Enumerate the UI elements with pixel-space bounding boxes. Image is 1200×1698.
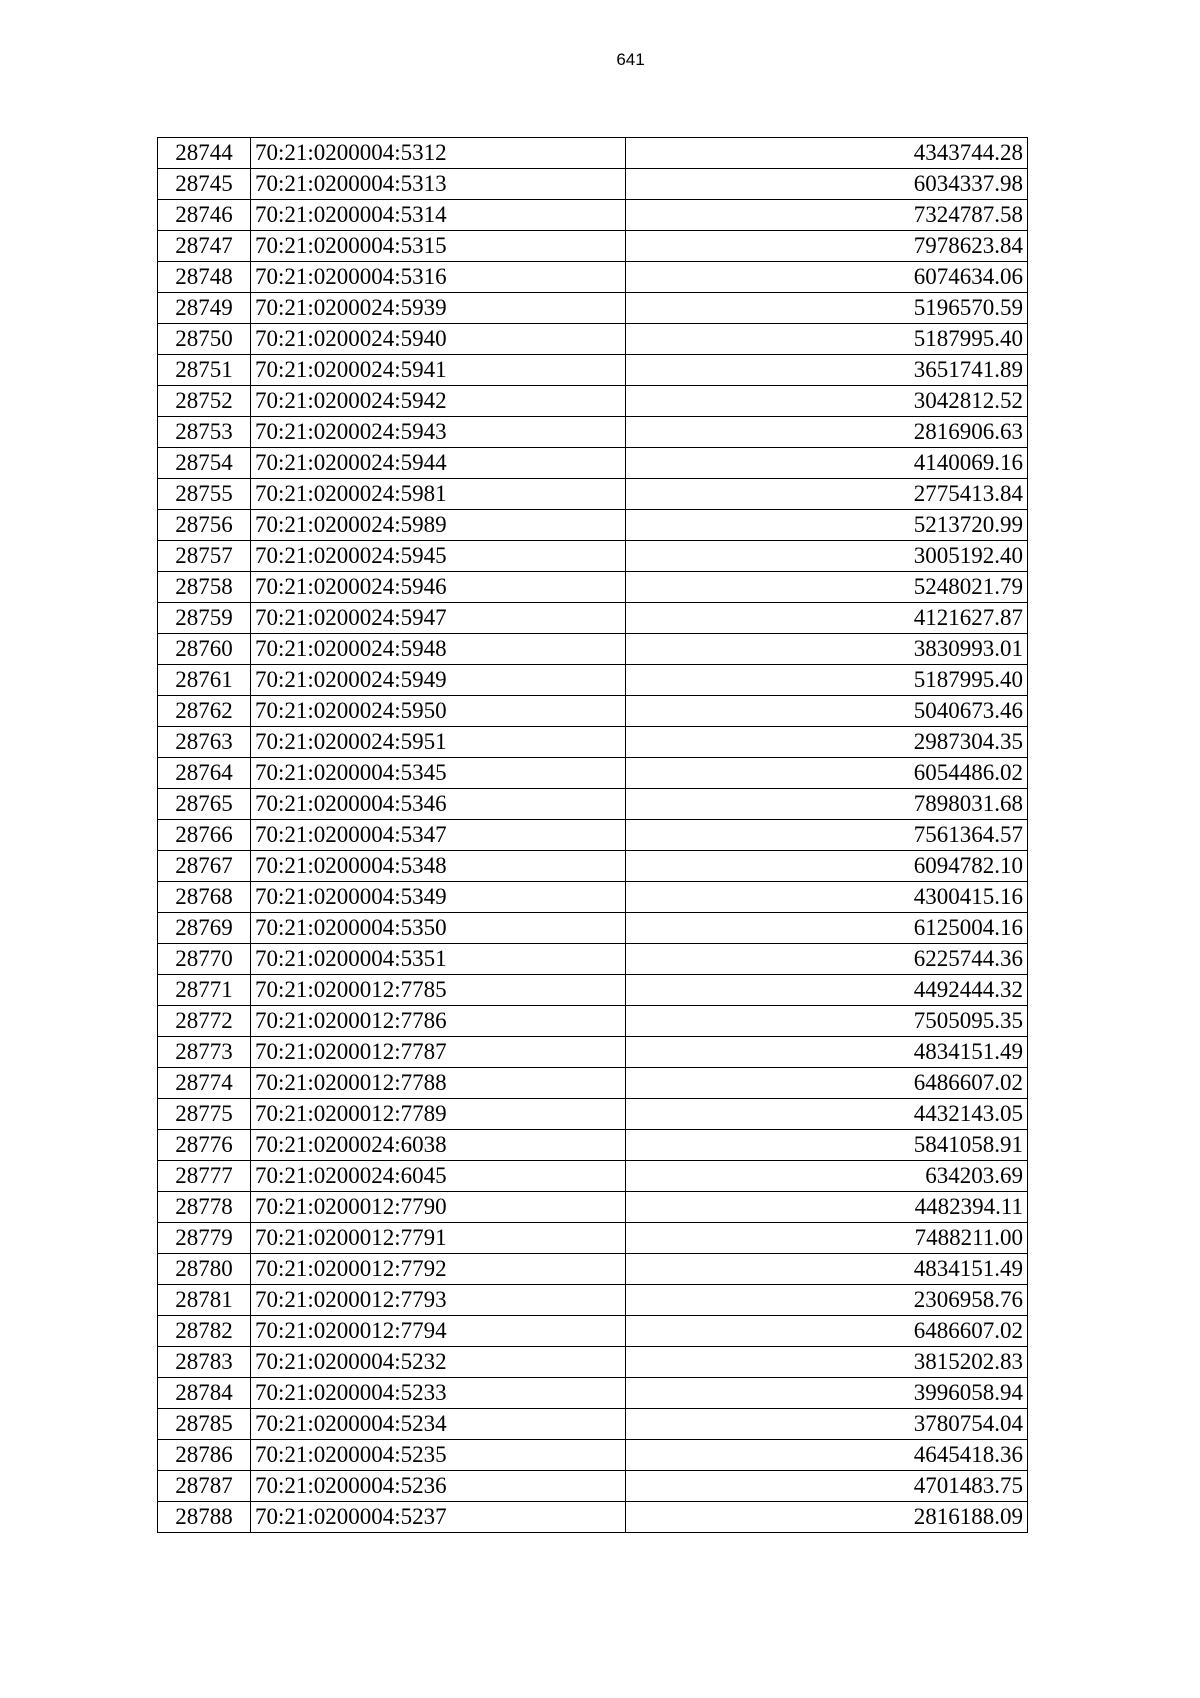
cadastral-number-cell: 70:21:0200024:5941 (251, 355, 626, 386)
cadastral-number-cell: 70:21:0200024:5981 (251, 479, 626, 510)
row-number-cell: 28759 (158, 603, 251, 634)
cadastral-number-cell: 70:21:0200012:7787 (251, 1037, 626, 1068)
row-number-cell: 28782 (158, 1316, 251, 1347)
cadastral-value-cell: 4140069.16 (626, 448, 1028, 479)
cadastral-number-cell: 70:21:0200004:5347 (251, 820, 626, 851)
row-number-cell: 28787 (158, 1471, 251, 1502)
cadastral-number-cell: 70:21:0200024:5940 (251, 324, 626, 355)
cadastral-number-cell: 70:21:0200024:5951 (251, 727, 626, 758)
cadastral-value-cell: 5248021.79 (626, 572, 1028, 603)
table-row (158, 510, 1028, 541)
cadastral-number-cell: 70:21:0200024:5943 (251, 417, 626, 448)
cadastral-value-cell: 6094782.10 (626, 851, 1028, 882)
table-row (158, 1161, 1028, 1192)
row-number-cell: 28747 (158, 231, 251, 262)
table-row (158, 1130, 1028, 1161)
cadastral-value-cell: 7978623.84 (626, 231, 1028, 262)
cadastral-value-cell: 4343744.28 (626, 138, 1028, 169)
cadastral-number-cell: 70:21:0200004:5313 (251, 169, 626, 200)
cadastral-value-cell: 3830993.01 (626, 634, 1028, 665)
cadastral-number-cell: 70:21:0200004:5234 (251, 1409, 626, 1440)
cadastral-value-cell: 7324787.58 (626, 200, 1028, 231)
row-number-cell: 28783 (158, 1347, 251, 1378)
table-row (158, 1223, 1028, 1254)
table-row (158, 1285, 1028, 1316)
table-row (158, 696, 1028, 727)
table-row (158, 1037, 1028, 1068)
cadastral-value-cell: 7488211.00 (626, 1223, 1028, 1254)
cadastral-number-cell: 70:21:0200004:5349 (251, 882, 626, 913)
cadastral-number-cell: 70:21:0200004:5351 (251, 944, 626, 975)
cadastral-number-cell: 70:21:0200012:7791 (251, 1223, 626, 1254)
cadastral-value-cell: 7561364.57 (626, 820, 1028, 851)
row-number-cell: 28781 (158, 1285, 251, 1316)
table-row (158, 417, 1028, 448)
cadastral-value-cell: 5841058.91 (626, 1130, 1028, 1161)
cadastral-number-cell: 70:21:0200024:5948 (251, 634, 626, 665)
cadastral-number-cell: 70:21:0200012:7790 (251, 1192, 626, 1223)
cadastral-number-cell: 70:21:0200024:5942 (251, 386, 626, 417)
row-number-cell: 28756 (158, 510, 251, 541)
table-row (158, 944, 1028, 975)
table-row (158, 975, 1028, 1006)
row-number-cell: 28753 (158, 417, 251, 448)
row-number-cell: 28755 (158, 479, 251, 510)
cadastral-value-cell: 4492444.32 (626, 975, 1028, 1006)
table-row (158, 448, 1028, 479)
cadastral-value-cell: 3042812.52 (626, 386, 1028, 417)
cadastral-value-cell: 5187995.40 (626, 665, 1028, 696)
cadastral-value-cell: 2306958.76 (626, 1285, 1028, 1316)
cadastral-value-cell: 7505095.35 (626, 1006, 1028, 1037)
cadastral-value-cell: 3005192.40 (626, 541, 1028, 572)
row-number-cell: 28776 (158, 1130, 251, 1161)
row-number-cell: 28777 (158, 1161, 251, 1192)
table-row (158, 169, 1028, 200)
cadastral-number-cell: 70:21:0200004:5237 (251, 1502, 626, 1533)
cadastral-value-cell: 4834151.49 (626, 1037, 1028, 1068)
cadastral-number-cell: 70:21:0200024:6045 (251, 1161, 626, 1192)
row-number-cell: 28785 (158, 1409, 251, 1440)
cadastral-number-cell: 70:21:0200012:7786 (251, 1006, 626, 1037)
cadastral-number-cell: 70:21:0200024:5939 (251, 293, 626, 324)
table-row (158, 665, 1028, 696)
table-row (158, 479, 1028, 510)
row-number-cell: 28763 (158, 727, 251, 758)
table-row (158, 603, 1028, 634)
cadastral-value-cell: 7898031.68 (626, 789, 1028, 820)
table-row (158, 231, 1028, 262)
table-row (158, 789, 1028, 820)
row-number-cell: 28760 (158, 634, 251, 665)
row-number-cell: 28784 (158, 1378, 251, 1409)
cadastral-value-cell: 3651741.89 (626, 355, 1028, 386)
row-number-cell: 28772 (158, 1006, 251, 1037)
cadastral-value-cell: 6054486.02 (626, 758, 1028, 789)
cadastral-value-cell: 5196570.59 (626, 293, 1028, 324)
table-row (158, 758, 1028, 789)
cadastral-number-cell: 70:21:0200004:5232 (251, 1347, 626, 1378)
cadastral-number-cell: 70:21:0200004:5236 (251, 1471, 626, 1502)
cadastral-value-cell: 5040673.46 (626, 696, 1028, 727)
row-number-cell: 28745 (158, 169, 251, 200)
table-row (158, 727, 1028, 758)
row-number-cell: 28766 (158, 820, 251, 851)
table-row (158, 200, 1028, 231)
row-number-cell: 28774 (158, 1068, 251, 1099)
cadastral-value-cell: 6125004.16 (626, 913, 1028, 944)
row-number-cell: 28771 (158, 975, 251, 1006)
row-number-cell: 28744 (158, 138, 251, 169)
table-row (158, 262, 1028, 293)
cadastral-value-cell: 6225744.36 (626, 944, 1028, 975)
row-number-cell: 28758 (158, 572, 251, 603)
cadastral-value-cell: 6034337.98 (626, 169, 1028, 200)
cadastral-value-cell: 2775413.84 (626, 479, 1028, 510)
row-number-cell: 28754 (158, 448, 251, 479)
row-number-cell: 28750 (158, 324, 251, 355)
row-number-cell: 28751 (158, 355, 251, 386)
row-number-cell: 28762 (158, 696, 251, 727)
cadastral-number-cell: 70:21:0200024:5945 (251, 541, 626, 572)
cadastral-number-cell: 70:21:0200024:5950 (251, 696, 626, 727)
cadastral-number-cell: 70:21:0200004:5345 (251, 758, 626, 789)
row-number-cell: 28778 (158, 1192, 251, 1223)
table-row (158, 1192, 1028, 1223)
table-row (158, 324, 1028, 355)
cadastral-value-cell: 2816188.09 (626, 1502, 1028, 1533)
row-number-cell: 28765 (158, 789, 251, 820)
cadastral-number-cell: 70:21:0200012:7789 (251, 1099, 626, 1130)
cadastral-value-cell: 5213720.99 (626, 510, 1028, 541)
table-row (158, 882, 1028, 913)
cadastral-value-cell: 4482394.11 (626, 1192, 1028, 1223)
row-number-cell: 28767 (158, 851, 251, 882)
row-number-cell: 28746 (158, 200, 251, 231)
row-number-cell: 28780 (158, 1254, 251, 1285)
row-number-cell: 28748 (158, 262, 251, 293)
cadastral-number-cell: 70:21:0200012:7794 (251, 1316, 626, 1347)
row-number-cell: 28761 (158, 665, 251, 696)
table-body (158, 138, 1028, 1533)
row-number-cell: 28788 (158, 1502, 251, 1533)
row-number-cell: 28757 (158, 541, 251, 572)
cadastral-number-cell: 70:21:0200004:5346 (251, 789, 626, 820)
table-row (158, 1440, 1028, 1471)
table-row (158, 1099, 1028, 1130)
table-row (158, 1254, 1028, 1285)
cadastral-number-cell: 70:21:0200004:5350 (251, 913, 626, 944)
table-row (158, 1378, 1028, 1409)
table-row (158, 541, 1028, 572)
cadastral-value-cell: 4432143.05 (626, 1099, 1028, 1130)
cadastral-value-cell: 5187995.40 (626, 324, 1028, 355)
cadastral-number-cell: 70:21:0200004:5312 (251, 138, 626, 169)
cadastral-number-cell: 70:21:0200024:5949 (251, 665, 626, 696)
cadastral-value-cell: 4701483.75 (626, 1471, 1028, 1502)
cadastral-number-cell: 70:21:0200012:7793 (251, 1285, 626, 1316)
row-number-cell: 28775 (158, 1099, 251, 1130)
table-row (158, 1502, 1028, 1533)
cadastral-number-cell: 70:21:0200004:5348 (251, 851, 626, 882)
row-number-cell: 28764 (158, 758, 251, 789)
cadastral-number-cell: 70:21:0200024:5947 (251, 603, 626, 634)
cadastral-number-cell: 70:21:0200024:5946 (251, 572, 626, 603)
row-number-cell: 28786 (158, 1440, 251, 1471)
page-number: 641 (616, 50, 645, 69)
cadastral-number-cell: 70:21:0200012:7785 (251, 975, 626, 1006)
cadastral-number-cell: 70:21:0200024:5944 (251, 448, 626, 479)
table-row (158, 851, 1028, 882)
cadastral-value-cell: 6074634.06 (626, 262, 1028, 293)
cadastral-value-table (157, 137, 1028, 1533)
table-row (158, 820, 1028, 851)
table-row (158, 913, 1028, 944)
cadastral-value-cell: 2987304.35 (626, 727, 1028, 758)
table-row (158, 386, 1028, 417)
table-row (158, 293, 1028, 324)
cadastral-value-cell: 3815202.83 (626, 1347, 1028, 1378)
table-row (158, 634, 1028, 665)
table-row (158, 138, 1028, 169)
table-row (158, 1471, 1028, 1502)
cadastral-value-cell: 4834151.49 (626, 1254, 1028, 1285)
cadastral-value-cell: 4121627.87 (626, 603, 1028, 634)
cadastral-value-cell: 634203.69 (626, 1161, 1028, 1192)
cadastral-value-cell: 4645418.36 (626, 1440, 1028, 1471)
row-number-cell: 28749 (158, 293, 251, 324)
cadastral-number-cell: 70:21:0200024:6038 (251, 1130, 626, 1161)
cadastral-number-cell: 70:21:0200004:5235 (251, 1440, 626, 1471)
cadastral-value-cell: 6486607.02 (626, 1068, 1028, 1099)
cadastral-value-cell: 3780754.04 (626, 1409, 1028, 1440)
table-row (158, 1409, 1028, 1440)
table-row (158, 1347, 1028, 1378)
table-row (158, 355, 1028, 386)
cadastral-number-cell: 70:21:0200004:5316 (251, 262, 626, 293)
row-number-cell: 28768 (158, 882, 251, 913)
row-number-cell: 28769 (158, 913, 251, 944)
cadastral-value-cell: 2816906.63 (626, 417, 1028, 448)
table-row (158, 1316, 1028, 1347)
cadastral-value-cell: 3996058.94 (626, 1378, 1028, 1409)
cadastral-number-cell: 70:21:0200024:5989 (251, 510, 626, 541)
row-number-cell: 28752 (158, 386, 251, 417)
table-row (158, 1068, 1028, 1099)
cadastral-number-cell: 70:21:0200012:7788 (251, 1068, 626, 1099)
row-number-cell: 28770 (158, 944, 251, 975)
cadastral-number-cell: 70:21:0200004:5233 (251, 1378, 626, 1409)
table-row (158, 572, 1028, 603)
cadastral-number-cell: 70:21:0200004:5314 (251, 200, 626, 231)
cadastral-value-cell: 6486607.02 (626, 1316, 1028, 1347)
row-number-cell: 28779 (158, 1223, 251, 1254)
cadastral-number-cell: 70:21:0200012:7792 (251, 1254, 626, 1285)
cadastral-number-cell: 70:21:0200004:5315 (251, 231, 626, 262)
table-row (158, 1006, 1028, 1037)
row-number-cell: 28773 (158, 1037, 251, 1068)
cadastral-value-cell: 4300415.16 (626, 882, 1028, 913)
